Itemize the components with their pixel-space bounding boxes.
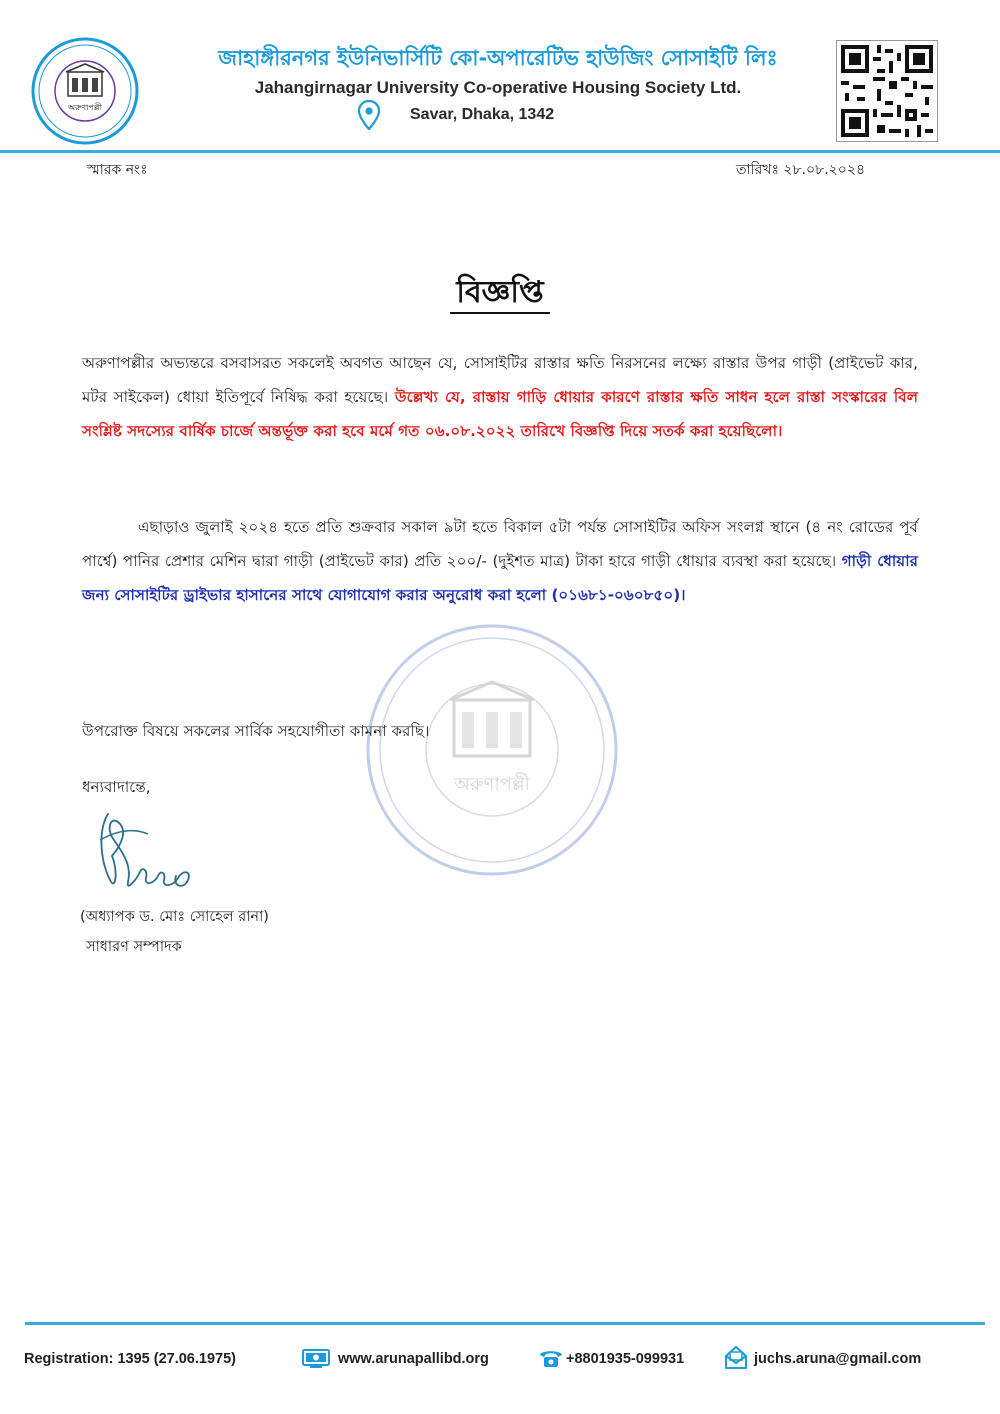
logo-text: অরুণাপল্লী (68, 103, 102, 112)
org-name-bengali: জাহাঙ্গীরনগর ইউনিভার্সিটি কো-অপারেটিভ হাউজিং সোসাইটি লিঃ (218, 46, 778, 70)
notice-date: তারিখঃ ২৮.০৮.২০২৪ (736, 162, 866, 178)
seal-text: অরুণাপল্লী (454, 774, 530, 795)
org-name-english: Jahangirnagar University Co-operative Housing Society Ltd. (254, 78, 742, 97)
paragraph-1-text: অরুণাপল্লীর অভ্যন্তরে বসবাসরত সকলেই অবগত আছেন যে, সোসাইটির রাস্তার ক্ষতি নিরসনের লক্ষ্যে রাস্তার উপর গাড়ী (প্রাইভেট কার, মটর সাইকেল) ধোয়া ইতিপূর্বে নিষিদ্ধ করা হয়েছে। (82, 354, 918, 406)
paragraph-2-contact: গাড়ী ধোয়ার জন্য সোসাইটির ড্রাইভার হাসানের সাথে যোগাযোগ করার অনুরোধ করা হলো (০১৬৮১-০৬০৮৫০)। (82, 552, 918, 604)
society-logo (30, 36, 140, 146)
website-icon (302, 1349, 330, 1369)
thanks-line: ধন্যবাদান্তে, (82, 778, 151, 796)
society-seal-watermark (362, 620, 622, 880)
email-address[interactable]: juchs.aruna@gmail.com (754, 1351, 922, 1367)
org-address: Savar, Dhaka, 1342 (410, 106, 555, 123)
notice-heading (0, 268, 1000, 319)
closing-line: উপরোক্ত বিষয়ে সকলের সার্বিক সহযোগীতা কামনা করছি। (82, 722, 430, 740)
website-link[interactable]: www.arunapallibd.org (338, 1351, 489, 1367)
email-icon (724, 1344, 748, 1370)
location-pin-icon (358, 100, 380, 130)
footer-divider (25, 1322, 985, 1325)
paragraph-2-text: এছাড়াও জুলাই ২০২৪ হতে প্রতি শুক্রবার সকাল ৯টা হতে বিকাল ৫টা পর্যন্ত সোসাইটির অফিস সংলগ্ন স্থানে (৪ নং রোডের পূর্ব পার্শ্বে) পানির প্রেশার মেশিন দ্বারা গাড়ী (প্রাইভেট কার) প্রতি ২০০/- (দুইশত মাত্র) টাকা হারে গাড়ী ধোয়ার ব্যবস্থা করা হয়েছে। (82, 518, 918, 570)
signer-title: সাধারণ সম্পাদক (86, 939, 182, 955)
signature (88, 800, 208, 904)
registration-info: Registration: 1395 (27.06.1975) (24, 1351, 236, 1367)
notice-paragraph-2 (82, 510, 918, 612)
notice-paragraph-1 (82, 346, 918, 448)
phone-icon (538, 1347, 564, 1369)
notice-heading-text: বিজ্ঞপ্তি (450, 275, 549, 314)
signer-name: (অধ্যাপক ড. মোঃ সোহেল রানা) (80, 909, 269, 925)
memo-number: স্মারক নংঃ (87, 162, 148, 178)
paragraph-1-warning: উল্লেখ্য যে, রাস্তায় গাড়ি ধোয়ার কারণে রাস্তার ক্ষতি সাধন হলে রাস্তা সংস্কারের বিল সংশ্লিষ্ট সদস্যের বার্ষিক চার্জে অন্তর্ভূক্ত করা হবে মর্মে গত ০৬.০৮.২০২২ তারিখে বিজ্ঞপ্তি দিয়ে সতর্ক করা হয়েছিলো। (82, 388, 919, 440)
qr-code (836, 40, 938, 142)
header-divider (0, 150, 1000, 153)
phone-number[interactable]: +8801935-099931 (566, 1351, 685, 1367)
